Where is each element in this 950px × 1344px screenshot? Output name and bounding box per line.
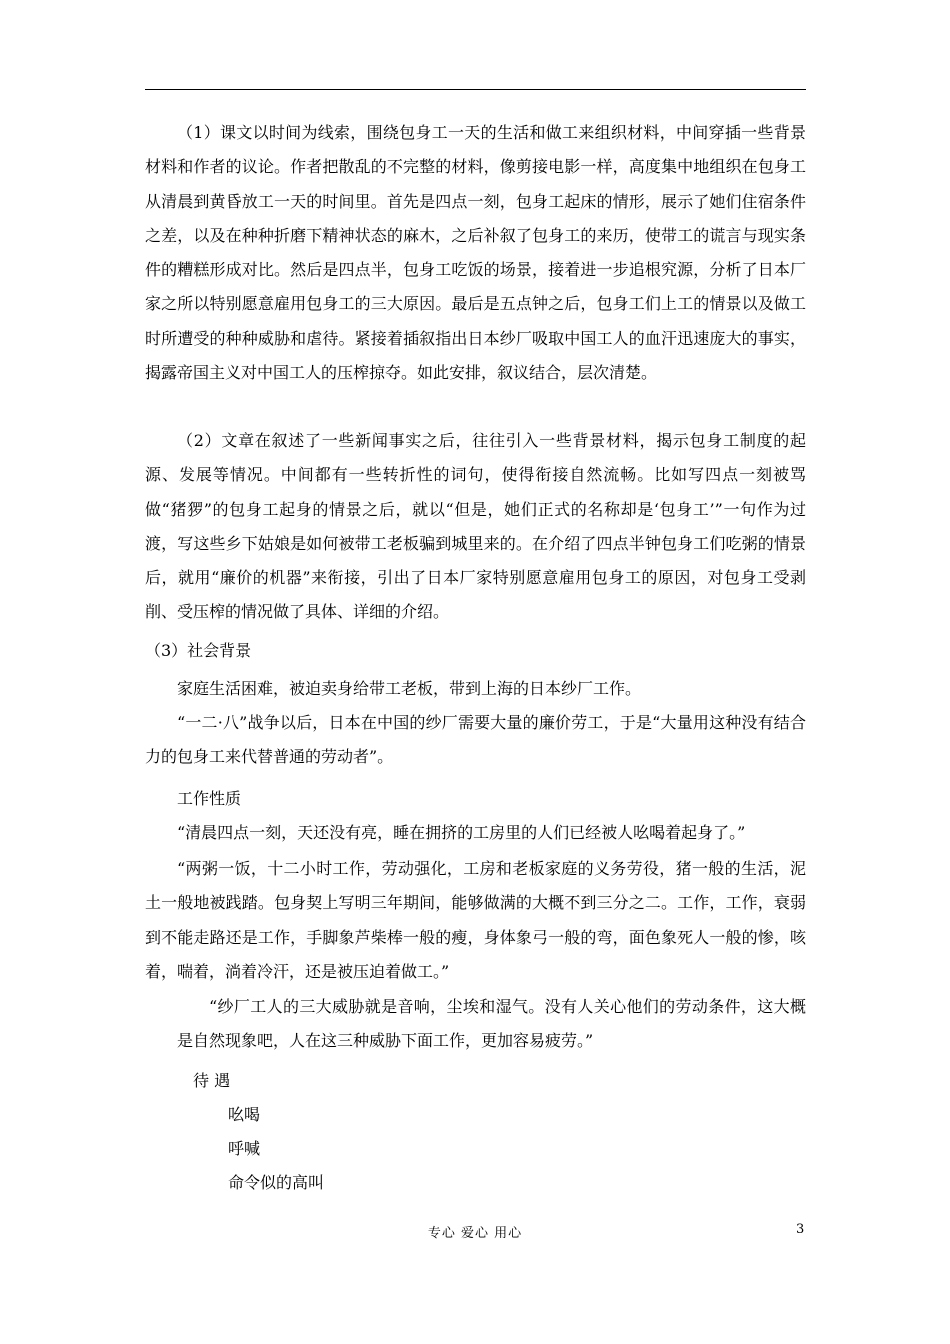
treatment-item-shout: 吆喝 bbox=[228, 1105, 261, 1124]
label-work-nature: 工作性质 bbox=[177, 789, 242, 808]
paragraph-war-background: “一二·八”战争以后，日本在中国的纱厂需要大量的廉价劳工，于是“大量用这种没有结合力的包身工来代替普通的劳动者”。 bbox=[145, 713, 806, 767]
paragraph-structure: （1）课文以时间为线索，围绕包身工一天的生活和做工来组织材料，中间穿插一些背景材料和作者的议论。作者把散乱的不完整的材料，像剪接电影一样，高度集中地组织在包身工从清晨到黄昏放工一天的时间里。首先是四点一刻，包身工起床的情形，展示了她们住宿条件之差，以及在种种折磨下精神状态的麻木，之后补叙了包身工的来历，使带工的谎言与现实条件的糟糕形成对比。然后是四点半，包身工吃饭的场景，接着进一步追根究源，分析了日本厂家之所以特别愿意雇用包身工的三大原因。最后是五点钟之后，包身工们上工的情景以及做工时所遭受的种种威胁和虐待。紧接着插叙指出日本纱厂吸取中国工人的血汗迅速庞大的事实，揭露帝国主义对中国工人的压榨掠夺。如此安排，叙议结合，层次清楚。 bbox=[145, 123, 806, 383]
label-treatment: 待 遇 bbox=[193, 1071, 231, 1090]
quote-morning: “清晨四点一刻，天还没有亮，睡在拥挤的工房里的人们已经被人吆喝着起身了。” bbox=[177, 823, 746, 842]
treatment-item-call: 呼喊 bbox=[228, 1139, 261, 1158]
footer-slogan: 专心 爱心 用心 bbox=[427, 1226, 523, 1241]
page-number: 3 bbox=[796, 1222, 805, 1237]
paragraph-family-hardship: 家庭生活困难，被迫卖身给带工老板，带到上海的日本纱厂工作。 bbox=[177, 679, 642, 698]
header-rule bbox=[145, 89, 806, 90]
quote-daily-labor: “两粥一饭，十二小时工作，劳动强化，工房和老板家庭的义务劳役，猪一般的生活，泥土一般地被践踏。包身契上写明三年期间，能够做满的大概不到三分之二。工作，工作，衰弱到不能走路还是工作，手脚象芦柴棒一般的瘦，身体象弓一般的弯，面色象死人一般的惨，咳着，喘着，淌着冷汗，还是被压迫着做工。” bbox=[145, 859, 806, 981]
section-heading-social-background: （3）社会背景 bbox=[145, 641, 252, 660]
paragraph-transitions: （2）文章在叙述了一些新闻事实之后，往往引入一些背景材料，揭示包身工制度的起源、发展等情况。中间都有一些转折性的词句，使得衔接自然流畅。比如写四点一刻被骂做“猪猡”的包身工起身的情景之后，就以“但是，她们正式的名称却是‘包身工’”一句作为过渡，写这些乡下姑娘是如何被带工老板骗到城里来的。在介绍了四点半钟包身工们吃粥的情景后，就用“廉价的机器”来衔接，引出了日本厂家特别愿意雇用包身工的原因，对包身工受剥削、受压榨的情况做了具体、详细的介绍。 bbox=[145, 431, 806, 622]
treatment-item-command: 命令似的高叫 bbox=[228, 1173, 325, 1192]
quote-three-threats: “纱厂工人的三大威胁就是音响，尘埃和湿气。没有人关心他们的劳动条件，这大概是自然现象吧，人在这三种威胁下面工作，更加容易疲劳。” bbox=[177, 997, 806, 1051]
